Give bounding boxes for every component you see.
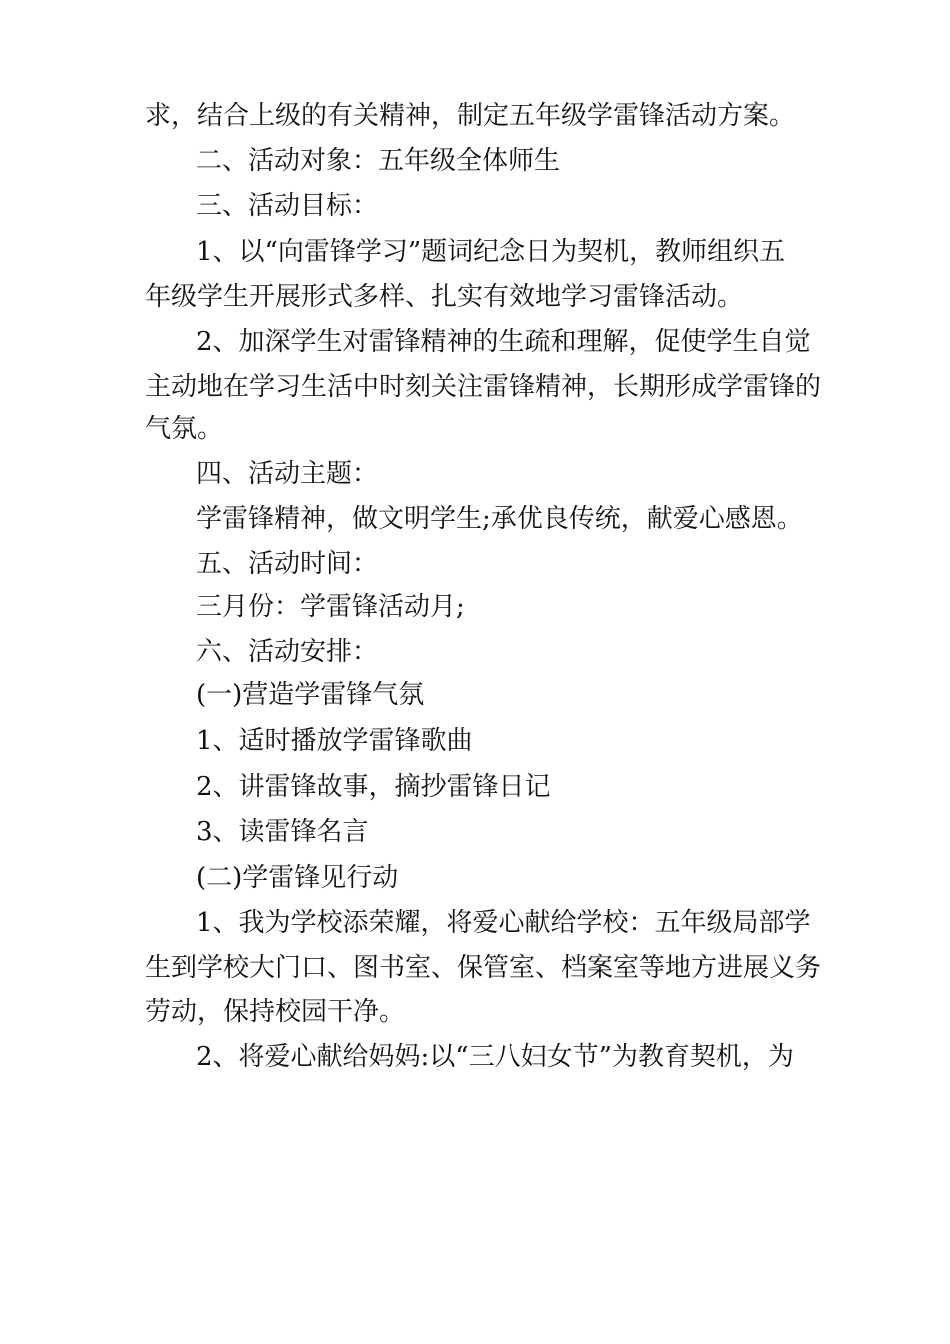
list-item: 3、读雷锋名言 xyxy=(196,817,369,847)
text-line: 1、以“向雷锋学习”题词纪念日为契机，教师组织五 xyxy=(196,237,786,267)
text-line: 主动地在学习生活中时刻关注雷锋精神，长期形成学雷锋的 xyxy=(145,372,822,402)
section-heading-targets: 二、活动对象：五年级全体师生 xyxy=(196,146,561,176)
subsection-heading: (一)营造学雷锋气氛 xyxy=(196,680,425,710)
section-heading-goals: 三、活动目标： xyxy=(196,191,379,221)
section-heading-schedule: 六、活动安排： xyxy=(196,637,379,667)
list-item: 2、将爱心献给妈妈:以“三八妇女节”为教育契机，为 xyxy=(196,1042,794,1072)
text-line: 求，结合上级的有关精神，制定五年级学雷锋活动方案。 xyxy=(145,101,796,131)
list-item: 2、讲雷锋故事，摘抄雷锋日记 xyxy=(196,772,551,802)
section-heading-theme: 四、活动主题： xyxy=(196,459,379,489)
text-line: 三月份：学雷锋活动月; xyxy=(196,592,465,622)
text-line: 劳动，保持校园干净。 xyxy=(145,997,406,1027)
text-line: 气氛。 xyxy=(145,414,224,444)
list-item: 1、我为学校添荣耀，将爱心献给学校：五年级局部学 xyxy=(196,908,811,938)
text-line: 2、加深学生对雷锋精神的生疏和理解，促使学生自觉 xyxy=(196,327,811,357)
list-item: 1、适时播放学雷锋歌曲 xyxy=(196,726,473,756)
text-line: 生到学校大门口、图书室、保管室、档案室等地方进展义务 xyxy=(145,953,822,983)
text-line: 年级学生开展形式多样、扎实有效地学习雷锋活动。 xyxy=(145,282,744,312)
section-heading-time: 五、活动时间： xyxy=(196,549,379,579)
subsection-heading: (二)学雷锋见行动 xyxy=(196,863,399,893)
text-line: 学雷锋精神，做文明学生;承优良传统，献爱心感恩。 xyxy=(196,504,803,534)
